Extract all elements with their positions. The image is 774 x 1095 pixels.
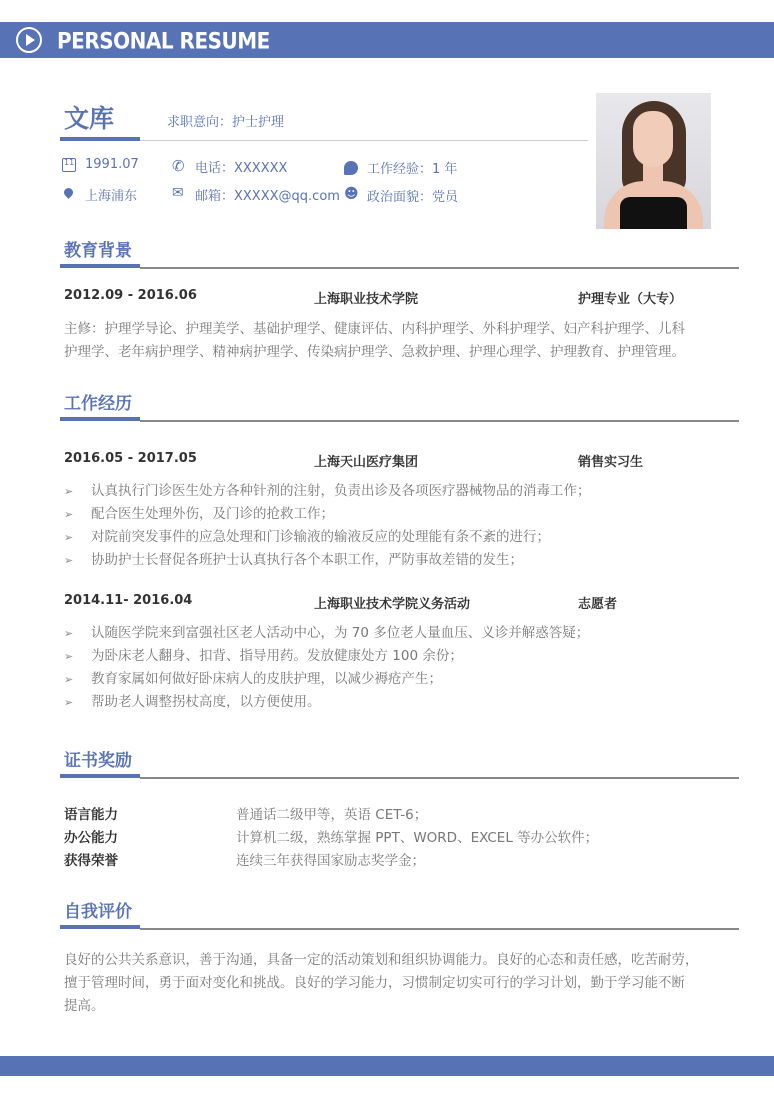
job-period: 2014.11- 2016.04 (64, 593, 193, 608)
header-band (0, 22, 774, 58)
self-eval-line: 擅于管理时间，勇于面对变化和挑战。良好的学习能力，习惯制定切实可行的学习计划，勤于学习能不断 (64, 975, 685, 991)
section-title-education: 教育背景 (64, 241, 132, 261)
politics-info (344, 186, 458, 205)
experience-text: 工作经验：1 年 (367, 162, 458, 177)
calendar-icon (62, 158, 76, 172)
job-period: 2016.05 - 2017.05 (64, 451, 197, 466)
list-item: ➢ 对院前突发事件的应急处理和门诊输液的输液反应的处理能有条不紊的进行； (64, 526, 591, 549)
section-title-certs: 证书奖励 (64, 751, 132, 771)
cert-label: 语言能力 (64, 807, 118, 823)
edu-courses-line: 护理学、老年病护理学、精神病护理学、传染病护理学、急救护理、护理心理学、护理教育、护理管理。 (64, 344, 685, 360)
section-divider (140, 267, 739, 269)
candidate-name: 文库 (64, 104, 115, 133)
politics-text: 政治面貌：党员 (367, 190, 459, 205)
section-title-self: 自我评价 (64, 902, 132, 922)
phone-text: 电话：XXXXXX (195, 161, 288, 176)
job-role: 销售实习生 (578, 455, 644, 470)
section-underline (60, 925, 140, 929)
chat-bubble-icon (344, 161, 358, 175)
birth-info (62, 157, 139, 172)
cert-value: 计算机二级，熟练掌握 PPT、WORD、EXCEL 等办公软件； (236, 830, 599, 846)
section-divider (140, 928, 739, 930)
job-role: 志愿者 (578, 597, 618, 612)
cert-value: 普通话二级甲等，英语 CET-6； (236, 807, 428, 823)
job-duties (64, 480, 591, 572)
list-item: ➢ 教育家属如何做好卧床病人的皮肤护理，以减少褥疮产生； (64, 668, 589, 691)
job-org: 上海职业技术学院义务活动 (314, 597, 471, 612)
user-icon (344, 189, 358, 203)
edu-courses-line: 主修：护理学导论、护理美学、基础护理学、健康评估、内科护理学、外科护理学、妇产科护理学、儿科 (64, 321, 685, 337)
section-underline (60, 417, 140, 421)
location-pin-icon (62, 188, 76, 202)
job-intent: 求职意向：护士护理 (167, 115, 285, 130)
phone-info (172, 157, 287, 176)
cert-label: 办公能力 (64, 830, 118, 846)
section-divider (140, 420, 739, 422)
resume-title: PERSONAL RESUME (57, 27, 270, 54)
name-divider (140, 140, 588, 141)
section-title-work: 工作经历 (64, 394, 132, 414)
list-item: ➢ 认随医学院来到富强社区老人活动中心，为 70 多位老人量血压、义诊并解惑答疑； (64, 622, 589, 645)
self-evaluation (64, 949, 740, 1018)
footer-band (0, 1056, 774, 1076)
self-eval-line: 提高。 (64, 998, 105, 1014)
job-org: 上海天山医疗集团 (314, 455, 419, 470)
location-info (62, 185, 137, 204)
email-text: 邮箱：XXXXX@qq.com (195, 189, 340, 204)
self-eval-line: 良好的公共关系意识，善于沟通，具备一定的活动策划和组织协调能力。良好的心态和责任感，吃苦耐劳， (64, 952, 699, 968)
list-item: ➢ 认真执行门诊医生处方各种针剂的注射，负责出诊及各项医疗器械物品的消毒工作； (64, 480, 591, 503)
phone-icon (172, 160, 186, 174)
list-item: ➢ 帮助老人调整拐杖高度，以方便使用。 (64, 691, 589, 714)
edu-school: 上海职业技术学院 (314, 292, 419, 307)
mail-icon (172, 188, 186, 202)
profile-photo (596, 93, 711, 229)
name-underline (60, 137, 140, 141)
location-text: 上海浦东 (85, 189, 138, 204)
section-divider (140, 777, 739, 779)
experience-info (344, 158, 457, 177)
list-item: ➢ 配合医生处理外伤，及门诊的抢救工作； (64, 503, 591, 526)
job-duties (64, 622, 589, 714)
email-info (172, 185, 340, 204)
list-item: ➢ 为卧床老人翻身、扣背、指导用药。发放健康处方 100 余份； (64, 645, 589, 668)
birth-date: 1991.07 (85, 157, 139, 172)
edu-courses (64, 318, 740, 364)
edu-major: 护理专业（大专） (578, 292, 683, 307)
play-circle-icon (16, 27, 42, 53)
section-underline (60, 264, 140, 268)
cert-value: 连续三年获得国家励志奖学金； (236, 853, 425, 869)
section-underline (60, 774, 140, 778)
list-item: ➢ 协助护士长督促各班护士认真执行各个本职工作，严防事故差错的发生； (64, 549, 591, 572)
cert-label: 获得荣誉 (64, 853, 118, 869)
edu-period: 2012.09 - 2016.06 (64, 288, 197, 303)
